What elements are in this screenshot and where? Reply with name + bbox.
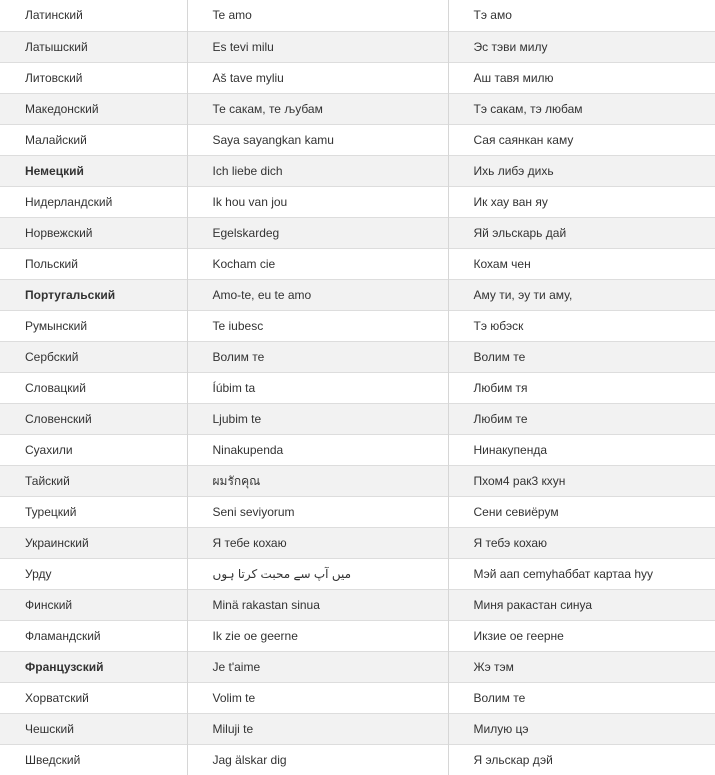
table-row — [0, 527, 715, 558]
language-cell: Македонский — [0, 93, 187, 124]
table-row — [0, 434, 715, 465]
phrase-cell: Miluji te — [187, 713, 448, 744]
table-row — [0, 651, 715, 682]
pronunciation-cell: Я эльскар дэй — [448, 744, 715, 775]
phrase-cell: Ninakupenda — [187, 434, 448, 465]
table-row — [0, 713, 715, 744]
language-cell: Хорватский — [0, 682, 187, 713]
pronunciation-cell: Волим те — [448, 341, 715, 372]
pronunciation-cell: Тэ юбэск — [448, 310, 715, 341]
phrase-cell: میں آپ سے محبت کرتا ہوں — [187, 558, 448, 589]
language-cell: Румынский — [0, 310, 187, 341]
language-cell: Сербский — [0, 341, 187, 372]
phrase-cell: Íúbim ta — [187, 372, 448, 403]
table-row — [0, 0, 715, 31]
pronunciation-cell: Мэй аап сеmyhаббат картаа hyy — [448, 558, 715, 589]
language-cell: Латышский — [0, 31, 187, 62]
pronunciation-cell: Любим тя — [448, 372, 715, 403]
pronunciation-cell: Нинакупенда — [448, 434, 715, 465]
table-row — [0, 155, 715, 186]
table-row — [0, 279, 715, 310]
pronunciation-cell: Аму ти, эу ти аму, — [448, 279, 715, 310]
language-cell: Польский — [0, 248, 187, 279]
language-cell: Шведский — [0, 744, 187, 775]
table-row — [0, 93, 715, 124]
pronunciation-cell: Яй эльскарь дай — [448, 217, 715, 248]
phrase-cell: Minä rakastan sinua — [187, 589, 448, 620]
phrase-cell: Kocham cie — [187, 248, 448, 279]
pronunciation-cell: Жэ тэм — [448, 651, 715, 682]
pronunciation-cell: Любим те — [448, 403, 715, 434]
table-row — [0, 62, 715, 93]
language-cell: Малайский — [0, 124, 187, 155]
pronunciation-cell: Миня ракастан синуа — [448, 589, 715, 620]
table-row — [0, 248, 715, 279]
table-row — [0, 341, 715, 372]
phrase-cell: Te amo — [187, 0, 448, 31]
table-row — [0, 496, 715, 527]
language-cell: Суахили — [0, 434, 187, 465]
table-row — [0, 372, 715, 403]
phrase-cell: Je t'aime — [187, 651, 448, 682]
table-row — [0, 31, 715, 62]
language-cell: Норвежский — [0, 217, 187, 248]
pronunciation-cell: Сая саянкан каму — [448, 124, 715, 155]
phrase-cell: Volim te — [187, 682, 448, 713]
pronunciation-cell: Икзие ое геерне — [448, 620, 715, 651]
pronunciation-cell: Волим те — [448, 682, 715, 713]
phrase-cell: Ik zie oe geerne — [187, 620, 448, 651]
phrase-cell: Ljubim te — [187, 403, 448, 434]
phrase-cell: Ik hou van jou — [187, 186, 448, 217]
pronunciation-cell: Тэ сакам, тэ любам — [448, 93, 715, 124]
pronunciation-cell: Милую цэ — [448, 713, 715, 744]
pronunciation-cell: Ик хау ван яу — [448, 186, 715, 217]
language-cell: Украинский — [0, 527, 187, 558]
language-cell: Немецкий — [0, 155, 187, 186]
phrase-cell: Волим те — [187, 341, 448, 372]
language-cell: Литовский — [0, 62, 187, 93]
phrase-cell: Es tevi milu — [187, 31, 448, 62]
language-cell: Латинский — [25, 8, 83, 23]
table-row — [0, 124, 715, 155]
pronunciation-cell: Кохам чен — [448, 248, 715, 279]
pronunciation-cell: Ихь либэ дихь — [448, 155, 715, 186]
language-cell: Турецкий — [0, 496, 187, 527]
language-cell: Нидерландский — [0, 186, 187, 217]
table-row — [0, 744, 715, 775]
language-cell: Словацкий — [0, 372, 187, 403]
table-row — [0, 465, 715, 496]
pronunciation-cell: Аш тавя милю — [448, 62, 715, 93]
table-row — [0, 682, 715, 713]
phrase-cell: Я тебе кохаю — [187, 527, 448, 558]
pronunciation-cell: Пхом4 рак3 кхун — [448, 465, 715, 496]
phrase-cell: Те сакам, те љубам — [187, 93, 448, 124]
language-cell: Тайский — [0, 465, 187, 496]
pronunciation-cell: Тэ амо — [448, 0, 715, 31]
pronunciation-cell: Я тебэ кохаю — [448, 527, 715, 558]
table-row — [0, 620, 715, 651]
language-cell: Финский — [0, 589, 187, 620]
phrase-cell: Te iubesc — [187, 310, 448, 341]
phrase-cell: Aš tave myliu — [187, 62, 448, 93]
pronunciation-cell: Сени севиёрум — [448, 496, 715, 527]
table-row — [0, 217, 715, 248]
phrase-cell: Saya sayangkan kamu — [187, 124, 448, 155]
language-cell: Словенский — [0, 403, 187, 434]
phrase-cell: Ich liebe dich — [187, 155, 448, 186]
language-cell: Урду — [0, 558, 187, 589]
phrase-cell: Jag älskar dig — [187, 744, 448, 775]
language-cell: Французский — [0, 651, 187, 682]
phrase-cell: ผมรักคุณ — [187, 465, 448, 496]
table-row — [0, 310, 715, 341]
language-cell: Чешский — [0, 713, 187, 744]
table-row — [0, 558, 715, 589]
phrase-cell: Seni seviyorum — [187, 496, 448, 527]
phrase-cell: Amo-te, eu te amo — [187, 279, 448, 310]
language-cell: Фламандский — [0, 620, 187, 651]
table-row — [0, 589, 715, 620]
phrase-cell: Egelskardeg — [187, 217, 448, 248]
language-cell: Португальский — [0, 279, 187, 310]
table-row — [0, 186, 715, 217]
pronunciation-cell: Эс тэви милу — [448, 31, 715, 62]
table-row — [0, 403, 715, 434]
